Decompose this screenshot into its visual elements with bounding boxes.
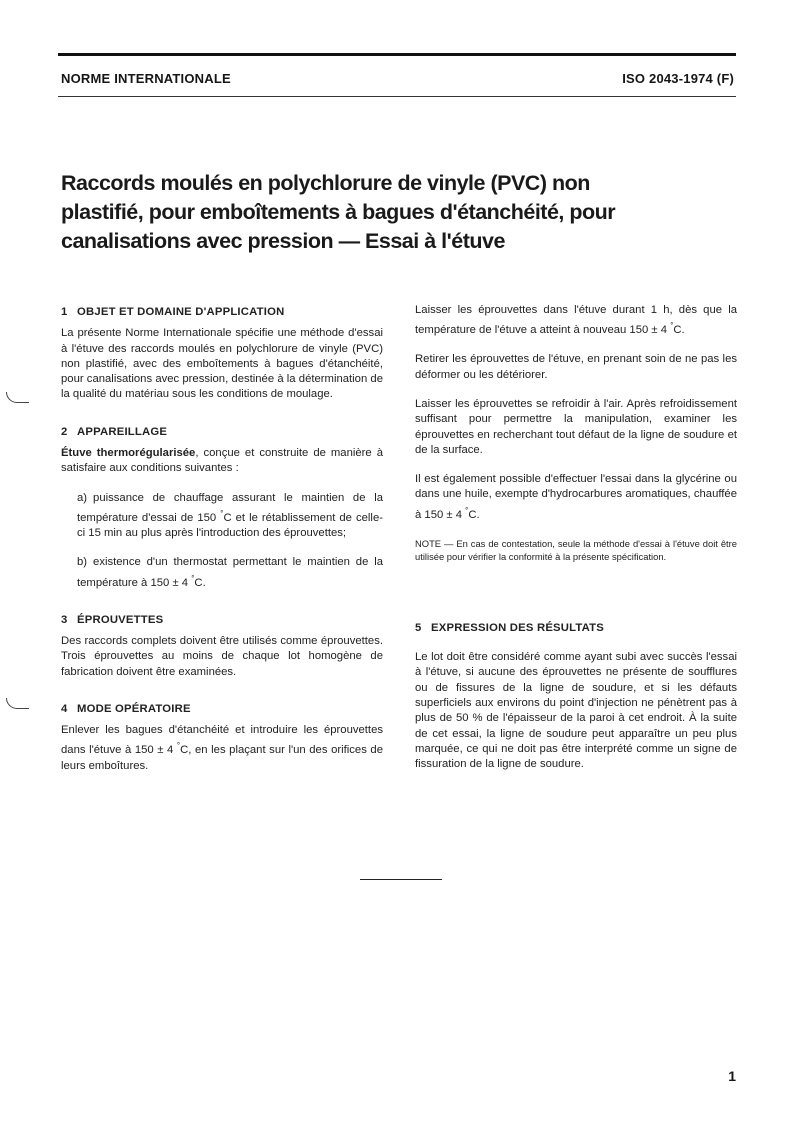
section-2-item-a: a) puissance de chauffage assurant le maintien de la température d'essai de 150 °C et le rétablissement de celle-ci 15 min au plus après l'introduction des éprouvettes; [77, 491, 383, 540]
section-2-heading: 2 APPAREILLAGE [61, 425, 168, 438]
procedure-paragraph-1: Laisser les éprouvettes dans l'étuve durant 1 h, dès que la température de l'étuve a atteint à nouveau 150 ± 4 °C. [415, 304, 737, 337]
title-line-1: Raccords moulés en polychlorure de vinyle (PVC) non [61, 171, 590, 195]
procedure-paragraph-3: Laisser les éprouvettes se refroidir à l'air. Après refroidissement suffisant pour permettre la manipulation, examiner les éprouvettes en recherchant tout défaut de la ligne de soudure et de la surface. [415, 397, 737, 456]
page-number: 1 [728, 1068, 736, 1084]
left-column [61, 305, 383, 774]
header-standard-number: ISO 2043-1974 (F) [622, 71, 734, 86]
section-1-heading: 1 OBJET ET DOMAINE D'APPLICATION [61, 306, 285, 318]
section-5-text: Le lot doit être considéré comme ayant subi avec succès l'essai à l'étuve, si aucune des éprouvettes ne présente de soufflures ou de fissures de la ligne de soudure, et si les défauts superficiels aux environs du point d'injection ne pénètrent pas à plus de 50 % de l'épaisseur de la paroi à cet endroit. À la suite de cet essai, la ligne de soudure peut apparaître un peu plus marquée, ce qui ne doit pas être interprété comme un signe de fissuration de la ligne de soudure. [415, 651, 737, 771]
title-line-2: plastifié, pour emboîtements à bagues d'étanchéité, pour [61, 200, 616, 224]
section-4-text: Enlever les bagues d'étanchéité et introduire les éprouvettes dans l'étuve à 150 ± 4 °C, en les plaçant sur l'un des orifices de leurs emboîtures. [61, 724, 383, 772]
right-column [415, 303, 737, 772]
header-rule [58, 96, 736, 97]
margin-mark-icon [6, 698, 29, 709]
top-rule [58, 53, 736, 56]
section-2-intro: Étuve thermorégularisée, conçue et construite de manière à satisfaire aux conditions suivantes : [61, 447, 383, 475]
section-3-text: Des raccords complets doivent être utilisés comme éprouvettes. Trois éprouvettes au moins de chaque lot homogène de fabrication doivent être examinées. [61, 634, 383, 678]
procedure-paragraph-2: Retirer les éprouvettes de l'étuve, en prenant soin de ne pas les déformer ou les détériorer. [415, 353, 737, 381]
section-5-heading: 5 EXPRESSION DES RÉSULTATS [415, 621, 605, 634]
section-2-item-b: b) existence d'un thermostat permettant le maintien de la température à 150 ± 4 °C. [77, 556, 383, 589]
margin-mark-icon [6, 392, 29, 403]
section-4-heading: 4 MODE OPÉRATOIRE [61, 702, 191, 715]
section-1-text: La présente Norme Internationale spécifie une méthode d'essai à l'étuve des raccords moulés en polychlorure de vinyle (PVC) non plastifié, avec des emboîtements à bagues d'étanchéité, pour canalisations avec pression, destinée à la détermination de la qualité du matériau sous les conditions de moulage. [61, 327, 383, 401]
document-title [61, 169, 741, 256]
title-line-3: canalisations avec pression — Essai à l'étuve [61, 229, 505, 253]
header-standard-type: NORME INTERNATIONALE [61, 71, 231, 86]
end-rule [360, 879, 442, 880]
procedure-note: NOTE — En cas de contestation, seule la méthode d'essai à l'étuve doit être utilisée pour vérifier la conformité à la présente spécification. [415, 537, 737, 562]
procedure-paragraph-4: Il est également possible d'effectuer l'essai dans la glycérine ou dans une huile, exempte d'hydrocarbures aromatiques, chauffée à 150 ± 4 °C. [415, 473, 737, 521]
section-3-heading: 3 ÉPROUVETTES [61, 613, 164, 626]
